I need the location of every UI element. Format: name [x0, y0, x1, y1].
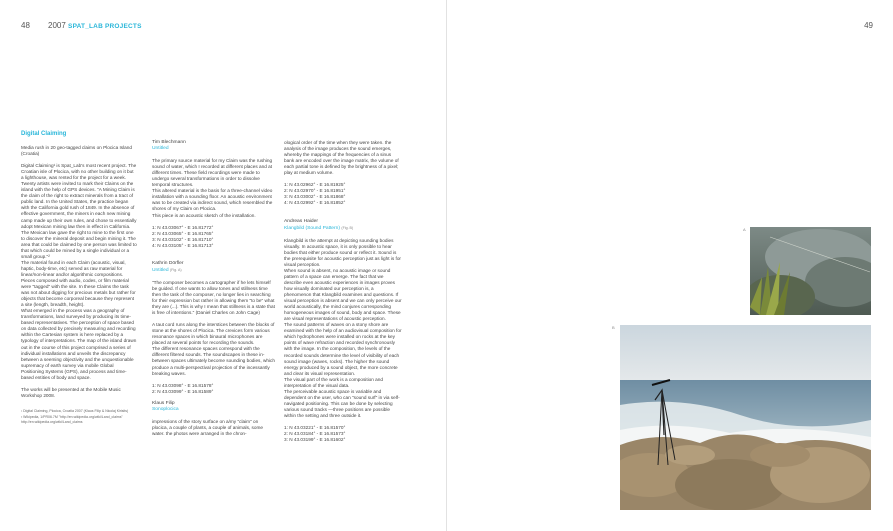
author-name: Andreas Haider — [284, 218, 318, 224]
photo-label-b: B — [612, 325, 615, 330]
photo-rocks-plant — [750, 227, 871, 315]
work-title: Sonoplocica — [152, 406, 179, 412]
gps-coordinates: 1: N 43.03098° - E 16.81578° 2: N 43.03099° - E 16.81589° — [152, 382, 214, 394]
figure-reference: (Fig. B) — [341, 225, 354, 230]
work-title-text: Untitled — [152, 267, 169, 273]
section-body: Digital Claiming¹ is Spat_Lab's most recent project. The Croatian isle of Plocica, with no other building on it but a lighthouse, was rented for the project for a week. Twenty artists were invited to mark their Claims on the island with the help of GPS devices. "A Mining Claim is the claim of the right to extract minerals from a tract of public land. In the United States, the practice began with the California gold rush of 1849. In the absence of effective government, the miners in each new mining camp made up their own rules, and chose to essentially adopt Mexican mining law then in effect in California. The Mexican law gave the right to mine to the first one to discover the mineral deposit and begin mining it. The area that could be claimed by one person was limited to that which could be mined by a single individual or a small group."² The material found in each Claim (acoustic, visual, haptic, body-time, etc) served as raw material for linear/non-linear and/or algorithmic compositions. Pieces composed with audio, codes, or film material were "tagged" with the site. In these Claims the task was not about digging for precious metals but rather for objects that become corporeal because they represent a site (length, breadth, height). What emerged in the process was a geography of transformations, land surveyed by producing its time-based representatives. The perception of space based on data collected by precisely measuring and recording within the Cartesian system is here replaced by a typology of interpretations. The map of the island drawn out in the course of this project comprised a series of individual installations and unveils the discrepancy between a seeming objectivity and the unquestionable supremacy of earth survey via mobile Global Positioning Systems (GPS), and process and time-based entities of body and space. — [21, 163, 137, 380]
page-number-right: 49 — [864, 21, 873, 30]
book-spine — [446, 0, 447, 531]
author-name: Kathrin Dörfler — [152, 260, 184, 266]
work-description: The primary source material for my Claim was the rushing sound of water, which I recorded at different places and at different times. These field recordings were made to undergo several transformations in order to dissolve temporal structures. This altered material is the basis for a three-channel video installation with a sounding floor. An acoustic environment was to be created via indirect sound, which resembled the shores of my Claim on Plocica. This piece is an acoustic sketch of the installation. — [152, 158, 273, 218]
running-header-year: 2007 — [48, 21, 66, 30]
photo-shore-microphone — [620, 325, 871, 510]
author-name: Tim Blechmann — [152, 140, 186, 145]
author-name: Klaus Filip — [152, 400, 175, 406]
gps-coordinates: 1: N 43.02962° - E 16.81925° 2: N 43.02970° - E 16.81951° 3: N 43.03002° - E 16.81868° 4: N 43.02992° - E 16.81852° — [284, 182, 346, 206]
work-description-continued: ological order of the time when they were taken. the analysis of the image produces the sound emerges, whereby the mappings of the frequencies of a sinus bank are encoded over the image matrix, the volume of each partial tone is defined by the brightness of a pixel; play at medium volume. — [284, 140, 399, 176]
gps-coordinates: 1: N 43.03221° - E 16.81570° 2: N 43.03184° - E 16.81573° 3: N 43.03199° - E 16.81602° — [284, 425, 346, 443]
section-closing: The works will be presented at the Mobile Music Workshop 2008. — [21, 386, 121, 398]
column-artists-2 — [284, 140, 402, 449]
column-artists-1 — [152, 140, 275, 443]
work-description: impressions of the story surface on a/my "claim" on plocica, a couple of plants, a couple of animals, some water. the photos were arranged in the chron- — [152, 418, 264, 436]
footnote-1: ¹ Digital Claiming, Plocica, Croatia 2007 (Klaus Filip & Nicolaj Kirisits) — [21, 408, 129, 413]
work-title-text: Klangbild (Sound Pattern) — [284, 225, 341, 231]
figure-reference: (Fig. A) — [169, 267, 182, 272]
page-number-left: 48 — [21, 21, 30, 30]
work-description: Klangbild is the attempt at depicting sounding bodies visually. In acoustic space, it is only possible to hear bodies that either produce sound or reflect it. Sound is the prerequisite for acoustic perception just as light is for visual perception. When sound is absent, no acoustic image or sound pattern of a space can emerge. The fact that we describe even acoustic experiences in images proves how visually dominated our perception is, a phenomenon that Klangbild examines and questions. If visual perception is absent and we can only perceive our world acoustically, the mind conjures corresponding homogeneous images of sound, body and space. These are visual representations of acoustic perception. The sound patterns of waves on a stony shore are examined with the help of an audiovisual composition for which hydrophones were installed on rocks at the key points of wave refraction and recorded synchronously with the image. In the composition, the levels of the recorded sounds determine the level of visibility of each sound image (waves, rocks). The higher the sound energy produced by a sound object, the more concrete and clear its visual representation. The visual part of the work is a composition and interpretation of the visual data. The perceivable acoustic space is variable and dependent on the user, who can "sound surf" in via self-navigated positioning. This can be done by selecting various sound tracks —three positions are possible within the setting and three outside it. — [284, 237, 402, 418]
running-header — [48, 21, 142, 30]
work-title — [152, 267, 275, 274]
running-header-section: SPAT_LAB PROJECTS — [68, 23, 142, 30]
gps-coordinates: 1: N 43.03067° - E 16.81772° 2: N 43.03065° - E 16.81765° 3: N 43.03102° - E 16.81710° 4: N 43.03105° - E 16.81713° — [152, 224, 214, 248]
column-digital-claiming — [21, 131, 137, 427]
footnotes — [21, 409, 137, 425]
work-title — [284, 225, 402, 232]
work-quote: "The composer becomes a cartographer if he lets himself be guided. If one wants to allow tones and stillness time then the task of the composer, no longer lies in searching for their expression but rather in allowing them "to be" what they are (...). This is why I mean that stillness is a state that is free of intentions." (Daniel Charles on John Cage) — [152, 279, 275, 316]
section-intro: Media rush in 20 geo-tagged claims on Plocica Island (Croatia) — [21, 145, 133, 157]
section-title: Digital Claiming — [21, 131, 67, 137]
footnote-2: ² Wikipedia, 1/PR06.7M "http://en.wikipedia.org/wiki/Land_claims" http://en.wikipedia.org/wiki/Land_claims — [21, 415, 123, 425]
work-title: Untitled — [152, 146, 169, 152]
work-description: A taut cord runs along the interstices between the blocks of stone at the shores of Plocica. The crevices form various resonance spaces in which binaural microphones are placed at several points for recording the sounds. The different resonance spaces correspond with the different filtered sounds. The soundscapes in these in-between spaces ultimately become sounding bodies, which produce a multi-perspectival projection of the incessantly breaking waves. — [152, 322, 275, 376]
photo-label-a: A — [743, 227, 746, 232]
